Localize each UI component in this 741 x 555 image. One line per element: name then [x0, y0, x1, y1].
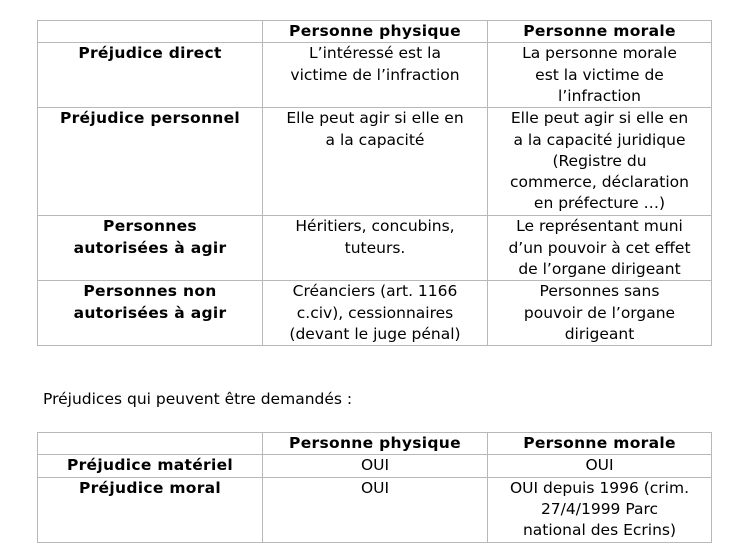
row-label: Personnes autorisées à agir	[38, 216, 263, 281]
header-cell-personne-physique: Personne physique	[263, 21, 488, 43]
table-prejudices	[37, 432, 712, 543]
header-cell-personne-physique: Personne physique	[263, 433, 488, 455]
table-row	[38, 455, 712, 477]
cell-personne-physique: Elle peut agir si elle en a la capacité	[263, 108, 488, 216]
table-row	[38, 43, 712, 108]
table-header-row	[38, 21, 712, 43]
header-cell-personne-morale: Personne morale	[488, 433, 712, 455]
table-row	[38, 216, 712, 281]
cell-personne-physique: Créanciers (art. 1166 c.civ), cessionnaires (devant le juge pénal)	[263, 281, 488, 346]
section-caption: Préjudices qui peuvent être demandés :	[43, 390, 353, 408]
table-qualite-pour-agir	[37, 20, 712, 346]
cell-personne-physique: OUI	[263, 477, 488, 542]
table-row	[38, 477, 712, 542]
table-header-row	[38, 433, 712, 455]
cell-personne-physique: Héritiers, concubins, tuteurs.	[263, 216, 488, 281]
cell-personne-morale: OUI depuis 1996 (crim. 27/4/1999 Parc national des Ecrins)	[488, 477, 712, 542]
row-label: Préjudice matériel	[38, 455, 263, 477]
table-row	[38, 108, 712, 216]
cell-personne-physique: L’intéressé est la victime de l’infraction	[263, 43, 488, 108]
cell-personne-morale: Personnes sans pouvoir de l’organe dirigeant	[488, 281, 712, 346]
row-label: Préjudice moral	[38, 477, 263, 542]
cell-personne-morale: OUI	[488, 455, 712, 477]
cell-personne-morale: Le représentant muni d’un pouvoir à cet effet de l’organe dirigeant	[488, 216, 712, 281]
header-cell-empty	[38, 21, 263, 43]
cell-personne-physique: OUI	[263, 455, 488, 477]
cell-personne-morale: La personne morale est la victime de l’infraction	[488, 43, 712, 108]
table-row	[38, 281, 712, 346]
header-cell-personne-morale: Personne morale	[488, 21, 712, 43]
row-label: Préjudice direct	[38, 43, 263, 108]
header-cell-empty	[38, 433, 263, 455]
row-label: Préjudice personnel	[38, 108, 263, 216]
cell-personne-morale: Elle peut agir si elle en a la capacité juridique (Registre du commerce, déclaration en préfecture …)	[488, 108, 712, 216]
row-label: Personnes non autorisées à agir	[38, 281, 263, 346]
